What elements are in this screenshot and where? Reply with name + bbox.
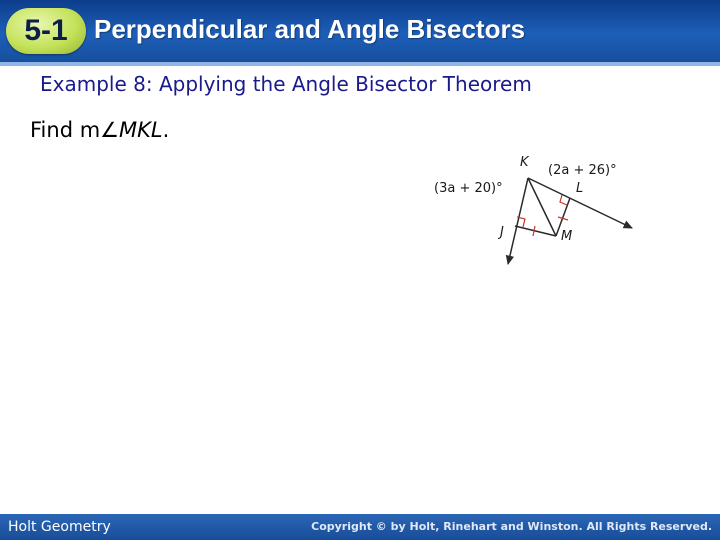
- label-M: M: [561, 229, 573, 244]
- label-J: J: [500, 225, 504, 240]
- footer-copyright: Copyright © by Holt, Rinehart and Winston. All Rights Reserved.: [311, 520, 712, 533]
- footer-bar: [0, 514, 720, 540]
- ray-KM: [528, 178, 556, 236]
- label-K: K: [520, 155, 529, 170]
- label-angle-left: (3a + 20)°: [434, 181, 503, 196]
- header-divider: [0, 62, 720, 66]
- angle-name: MKL: [119, 118, 163, 142]
- segment-JM: [515, 226, 556, 236]
- angle-bisector-figure: [420, 146, 650, 270]
- example-title: Example 8: Applying the Angle Bisector Theorem: [40, 72, 532, 96]
- prompt-suffix: .: [162, 118, 170, 142]
- lesson-title: Perpendicular and Angle Bisectors: [94, 14, 526, 44]
- label-L: L: [576, 181, 584, 196]
- label-angle-top: (2a + 26)°: [548, 163, 617, 178]
- header-bar: [0, 0, 720, 62]
- section-number: 5-1: [24, 14, 68, 47]
- section-badge: [6, 8, 86, 54]
- problem-prompt: [30, 118, 169, 142]
- footer-course: Holt Geometry: [8, 519, 111, 535]
- prompt-prefix: Find m: [30, 118, 101, 142]
- angle-symbol: ∠: [100, 118, 119, 142]
